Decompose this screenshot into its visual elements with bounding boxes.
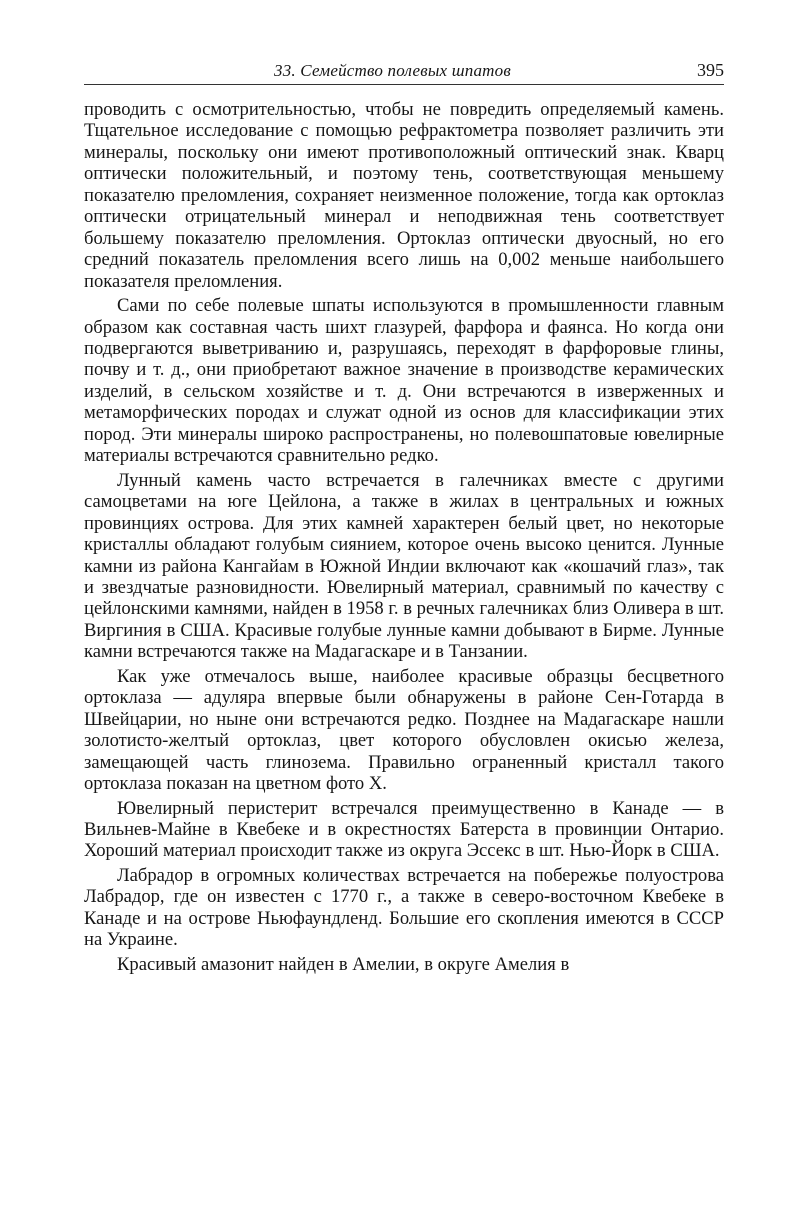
book-page bbox=[84, 58, 724, 975]
body-text bbox=[84, 99, 724, 975]
paragraph-peristerite: Ювелирный перистерит встречался преимущественно в Канаде — в Вильнев-Майне в Квебеке и в окрестностях Батерста в провинции Онтарио. Хороший материал происходит также из округа Эссекс в шт. Нью-Йорк в США. bbox=[84, 797, 724, 862]
paragraph-labradorite: Лабрадор в огромных количествах встречается на побережье полуострова Лабрадор, где он известен с 1770 г., а также в северо-восточном Квебеке в Канаде и на острове Ньюфаундленд. Большие его скопления имеются в СССР на Украине. bbox=[84, 864, 724, 951]
paragraph-feldspar-uses: Сами по себе полевые шпаты используются в промышленности главным образом как составная часть шихт глазурей, фарфора и фаянса. Но когда они подвергаются выветриванию и, разрушаясь, переходят в фарфоровые глины, почву и т. д., они приобретают важное значение в производстве керамических изделий, в сельском хозяйстве и т. д. Они встречаются в изверженных и метаморфических породах и служат одной из основ для классификации этих пород. Эти минералы широко распространены, но полевошпатовые ювелирные материалы встречаются сравнительно редко. bbox=[84, 295, 724, 467]
page-number: 395 bbox=[697, 60, 724, 80]
paragraph-orthoclase: Как уже отмечалось выше, наиболее красивые образцы бесцветного ортоклаза — адуляра впервые были обнаружены в районе Сен-Готарда в Швейцарии, но ныне они встречаются редко. Позднее на Мадагаскаре нашли золотисто-желтый ортоклаз, цвет которого обусловлен окисью железа, замещающей часть глинозема. Правильно ограненный кристалл такого ортоклаза показан на цветном фото X. bbox=[84, 665, 724, 795]
paragraph-amazonite: Красивый амазонит найден в Амелии, в округе Амелия в bbox=[117, 953, 570, 975]
chapter-title: 33. Семейство полевых шпатов bbox=[274, 61, 511, 80]
running-head bbox=[84, 58, 724, 85]
paragraph-moonstone: Лунный камень часто встречается в галечниках вместе с другими самоцветами на юге Цейлона, а также в жилах в центральных и южных провинциях острова. Для этих камней характерен белый цвет, но некоторые кристаллы обладают голубым сиянием, которое очень высоко ценится. Лунные камни из района Кангайам в Южной Индии включают как «кошачий глаз», так и звездчатые разновидности. Ювелирный материал, сравнимый по качеству с цейлонскими камнями, найден в 1958 г. в речных галечниках близ Оливера в шт. Виргиния в США. Красивые голубые лунные камни добывают в Бирме. Лунные камни встречаются также на Мадагаскаре и в Танзании. bbox=[84, 469, 724, 663]
paragraph-continued: проводить с осмотрительностью, чтобы не повредить определяемый камень. Тщательное исследование с помощью рефрактометра позволяет различить эти минералы, поскольку они имеют противоположный оптический знак. Кварц оптически положительный, и поэтому тень, соответствующая меньшему показателю преломления, сохраняет неизменное положение, тогда как ортоклаз оптически отрицательный минерал и неподвижная тень соответствует большему показателю преломления. Ортоклаз оптически двуосный, но его средний показатель преломления всего лишь на 0,002 меньше наибольшего показателя преломления. bbox=[84, 99, 724, 292]
